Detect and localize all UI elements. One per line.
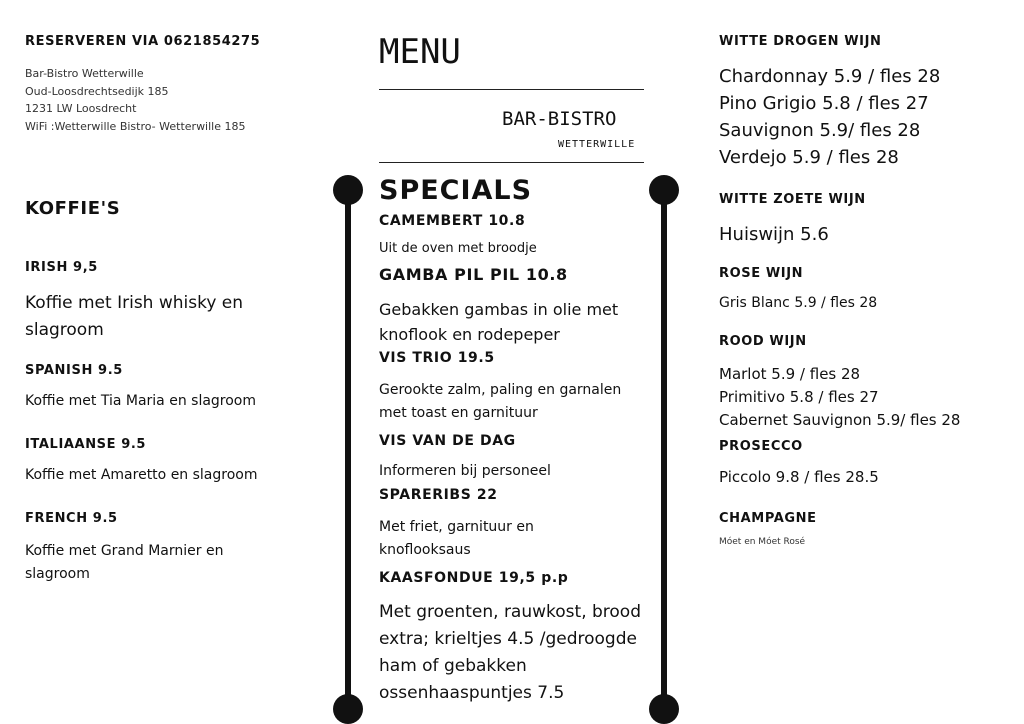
divider <box>379 89 644 90</box>
wine-list <box>719 63 940 171</box>
wine-item: Huiswijn 5.6 <box>719 224 829 245</box>
special-name: GAMBA PIL PIL 10.8 <box>379 265 568 284</box>
address-line: Oud-Loosdrechtsedijk 185 <box>25 84 169 98</box>
special-name: VIS VAN DE DAG <box>379 433 516 449</box>
wine-item: Pino Grigio 5.8 / fles 27 <box>719 93 929 114</box>
decorative-pole-left <box>345 190 351 708</box>
wine-item: Sauvignon 5.9/ fles 28 <box>719 120 921 141</box>
wine-item: Primitivo 5.8 / fles 27 <box>719 388 879 406</box>
wine-item: Verdejo 5.9 / fles 28 <box>719 147 899 168</box>
wine-item: Gris Blanc 5.9 / fles 28 <box>719 295 878 311</box>
coffee-section-title: KOFFIE'S <box>25 198 121 219</box>
coffee-item-name: ITALIAANSE 9.5 <box>25 437 147 452</box>
bistro-name: BAR-BISTRO <box>502 108 617 130</box>
special-name: CAMEMBERT 10.8 <box>379 213 526 229</box>
special-name: KAASFONDUE 19,5 p.p <box>379 570 569 586</box>
decorative-pole-right <box>661 190 667 708</box>
decorative-dot <box>333 175 363 205</box>
special-desc: Gerookte zalm, paling en garnalen met toast en garnituur <box>379 382 622 421</box>
wifi-line: WiFi :Wetterwille Bistro- Wetterwille 185 <box>25 119 246 133</box>
wine-item: Piccolo 9.8 / fles 28.5 <box>719 468 879 486</box>
coffee-item-desc: Koffie met Tia Maria en slagroom <box>25 393 257 409</box>
coffee-item-desc: Koffie met Amaretto en slagroom <box>25 467 258 483</box>
address-block <box>25 65 246 135</box>
wine-item: Móet en Móet Rosé <box>719 537 806 547</box>
special-name: VIS TRIO 19.5 <box>379 350 495 366</box>
wine-item: Cabernet Sauvignon 5.9/ fles 28 <box>719 411 961 429</box>
special-desc: Gebakken gambas in olie met knoflook en rodepeper <box>379 300 619 344</box>
reservation-phone: RESERVEREN VIA 0621854275 <box>25 34 261 49</box>
wine-section-title: ROOD WIJN <box>719 334 807 349</box>
divider <box>379 162 644 163</box>
special-desc: Informeren bij personeel <box>379 463 551 479</box>
address-line: Bar-Bistro Wetterwille <box>25 67 144 80</box>
wine-section-title: PROSECCO <box>719 439 803 454</box>
menu-title: MENU <box>379 32 461 72</box>
coffee-item-desc: Koffie met Irish whisky en slagroom <box>25 293 244 340</box>
coffee-item-desc: Koffie met Grand Marnier en slagroom <box>25 543 224 582</box>
special-name: SPARERIBS 22 <box>379 487 498 503</box>
wine-section-title: WITTE DROGEN WIJN <box>719 34 882 49</box>
special-desc: Uit de oven met broodje <box>379 241 537 256</box>
decorative-dot <box>649 175 679 205</box>
coffee-item-name: SPANISH 9.5 <box>25 363 123 378</box>
special-desc: Met groenten, rauwkost, brood extra; krieltjes 4.5 /gedroogde ham of gebakken ossenhaaspuntjes 7.5 <box>379 602 641 703</box>
coffee-item-name: IRISH 9,5 <box>25 260 98 275</box>
special-desc: Met friet, garnituur en knoflooksaus <box>379 519 534 558</box>
coffee-item-name: FRENCH 9.5 <box>25 511 118 526</box>
wine-list <box>719 363 960 432</box>
wine-item: Marlot 5.9 / fles 28 <box>719 365 861 383</box>
address-line: 1231 LW Loosdrecht <box>25 102 137 115</box>
wine-item: Chardonnay 5.9 / fles 28 <box>719 66 941 87</box>
wine-section-title: ROSE WIJN <box>719 266 804 281</box>
wine-section-title: WITTE ZOETE WIJN <box>719 192 866 207</box>
wine-section-title: CHAMPAGNE <box>719 511 817 526</box>
decorative-dot <box>333 694 363 724</box>
specials-title: SPECIALS <box>379 175 533 206</box>
bistro-subtitle: WETTERWILLE <box>558 139 636 150</box>
